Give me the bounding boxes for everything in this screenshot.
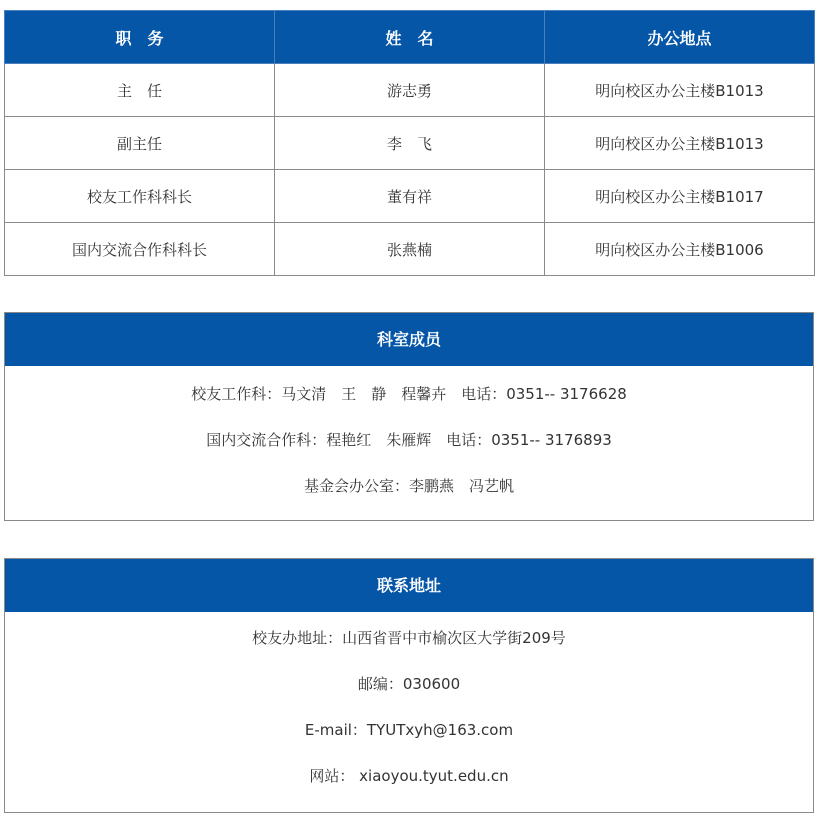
name-cell: 张燕楠	[275, 223, 545, 276]
column-header-name: 姓 名	[275, 11, 545, 64]
name-cell: 游志勇	[275, 64, 545, 117]
office-cell: 明向校区办公主楼B1013	[545, 64, 815, 117]
name-cell: 董有祥	[275, 170, 545, 223]
contact-section	[4, 558, 814, 813]
members-title: 科室成员	[5, 313, 813, 366]
contact-body	[5, 612, 813, 799]
contact-title: 联系地址	[5, 559, 813, 612]
contact-postcode: 邮编：030600	[357, 675, 461, 693]
members-body	[5, 366, 813, 509]
position-cell: 国内交流合作科科长	[5, 223, 275, 276]
position-cell: 主 任	[5, 64, 275, 117]
members-section	[4, 312, 814, 521]
office-cell: 明向校区办公主楼B1013	[545, 117, 815, 170]
office-cell: 明向校区办公主楼B1006	[545, 223, 815, 276]
staff-table	[4, 10, 815, 276]
contact-address: 校友办地址：山西省晋中市榆次区大学街209号	[252, 629, 566, 647]
members-line-foundation-office: 基金会办公室：李鹏燕 冯艺帆	[303, 477, 514, 495]
contact-website[interactable]: 网站： xiaoyou.tyut.edu.cn	[309, 767, 509, 785]
column-header-position: 职 务	[5, 11, 275, 64]
members-line-exchange-office: 国内交流合作科：程艳红 朱雁辉 电话：0351-- 3176893	[206, 431, 612, 449]
table-row	[5, 170, 815, 223]
table-header-row	[5, 11, 815, 64]
position-cell: 副主任	[5, 117, 275, 170]
table-row	[5, 117, 815, 170]
column-header-office: 办公地点	[545, 11, 815, 64]
contact-email[interactable]: E-mail：TYUTxyh@163.com	[304, 721, 514, 739]
office-cell: 明向校区办公主楼B1017	[545, 170, 815, 223]
table-row	[5, 223, 815, 276]
name-cell: 李 飞	[275, 117, 545, 170]
position-cell: 校友工作科科长	[5, 170, 275, 223]
members-line-alumni-office: 校友工作科：马文清 王 静 程馨卉 电话：0351-- 3176628	[191, 385, 627, 403]
table-row	[5, 64, 815, 117]
